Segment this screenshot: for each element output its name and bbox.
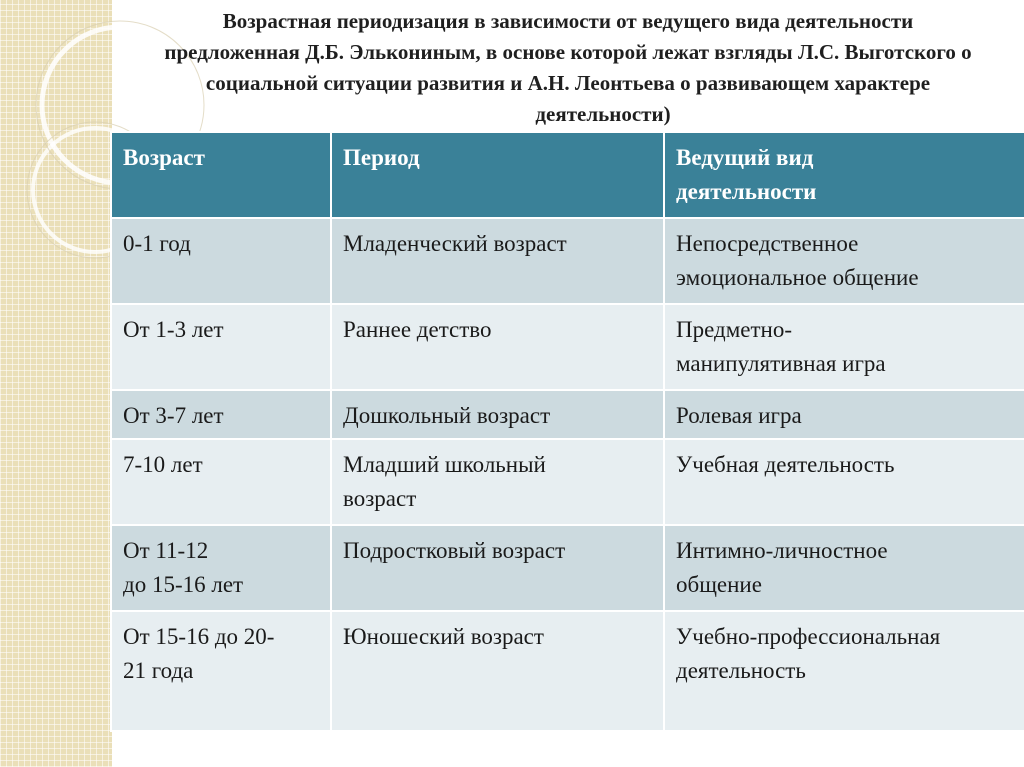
cell-activity: Учебно-профессиональная деятельность [664,611,1024,731]
column-header-period: Период [331,132,664,218]
title-line: социальной ситуации развития и А.Н. Леонтьева о развивающем характере [205,71,931,95]
age-periodization-table [110,131,1024,732]
cell-period: Младший школьный возраст [331,439,664,525]
decorative-stripe [0,0,112,767]
cell-age: От 15-16 до 20- 21 года [111,611,331,731]
table-row [111,390,1024,439]
column-header-activity: Ведущий вид деятельности [664,132,1024,218]
table-header-row [111,132,1024,218]
slide-title [112,6,1024,130]
cell-activity: Ролевая игра [664,390,1024,439]
cell-activity: Непосредственное эмоциональное общение [664,218,1024,304]
cell-age: От 11-12 до 15-16 лет [111,525,331,611]
cell-activity: Учебная деятельность [664,439,1024,525]
cell-period: Юношеский возраст [331,611,664,731]
cell-age: 0-1 год [111,218,331,304]
cell-age: От 1-3 лет [111,304,331,390]
table-row [111,525,1024,611]
table-row [111,439,1024,525]
cell-activity: Предметно- манипулятивная игра [664,304,1024,390]
title-line: Возрастная периодизация в зависимости от ведущего вида деятельности [222,9,914,33]
cell-age: 7-10 лет [111,439,331,525]
title-line: предложенная Д.Б. Элькониным, в основе которой лежат взгляды Л.С. Выготского о [164,40,972,64]
column-header-age: Возраст [111,132,331,218]
cell-age: От 3-7 лет [111,390,331,439]
title-line: деятельности) [535,102,671,126]
cell-period: Дошкольный возраст [331,390,664,439]
cell-period: Подростковый возраст [331,525,664,611]
cell-period: Раннее детство [331,304,664,390]
table-row [111,218,1024,304]
table-row [111,611,1024,731]
table-row [111,304,1024,390]
cell-activity: Интимно-личностное общение [664,525,1024,611]
cell-period: Младенческий возраст [331,218,664,304]
